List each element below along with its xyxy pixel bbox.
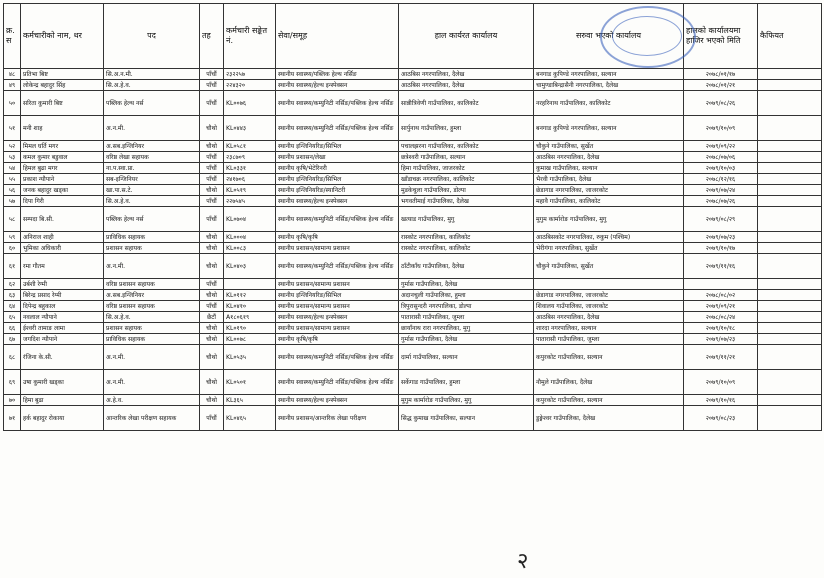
table-row bbox=[4, 141, 822, 152]
cell-name: जगदिश न्यौपाने bbox=[21, 334, 104, 345]
cell-remarks bbox=[758, 232, 822, 243]
cell-name: सम्पदा बि.सी. bbox=[21, 207, 104, 232]
cell-service: स्थानीय इन्जिनियरिङ/सिभिल bbox=[276, 141, 399, 152]
cell-remarks bbox=[758, 174, 822, 185]
cell-name: मिमल घर्ति मगर bbox=[21, 141, 104, 152]
cell-transfer-office: नौमुले गाउँपालिका, दैलेख bbox=[534, 370, 684, 395]
cell-name: सरिता कुमारी बिष्ट bbox=[21, 91, 104, 116]
cell-current-office: हिमा गाउँपालिका, जाजरकोट bbox=[399, 163, 534, 174]
table-row bbox=[4, 334, 822, 345]
cell-symbol: KL०४१० bbox=[224, 301, 276, 312]
cell-symbol: २२७५४५ bbox=[224, 196, 276, 207]
cell-level: चौथो bbox=[200, 243, 224, 254]
cell-post: पब्लिक हेल्थ नर्स bbox=[104, 207, 200, 232]
cell-name: उषा कुमारी खड्का bbox=[21, 370, 104, 395]
cell-remarks bbox=[758, 116, 822, 141]
table-header-row bbox=[4, 4, 822, 69]
cell-join-date: २०७९/११/२१ bbox=[684, 345, 758, 370]
cell-transfer-office: कपुरकोट गाउँपालिका, सल्यान bbox=[534, 345, 684, 370]
cell-transfer-office: नरहरिनाथ गाउँपालिका, कालिकोट bbox=[534, 91, 684, 116]
table-row bbox=[4, 395, 822, 406]
cell-post: आन्तरिक लेखा परीक्षण सहायक bbox=[104, 406, 200, 431]
cell-name: जनक बहादुर खड्का bbox=[21, 185, 104, 196]
cell-name: भुमिका अधिकारी bbox=[21, 243, 104, 254]
cell-transfer-office: मुगुम कार्मारोङ गाउँपालिका, मुगु bbox=[534, 207, 684, 232]
cell-sn: ६६ bbox=[4, 323, 21, 334]
cell-current-office: भगवतीमाई गाउँपालिका, दैलेख bbox=[399, 196, 534, 207]
cell-sn: ४९ bbox=[4, 80, 21, 91]
cell-symbol: A१८०६१९ bbox=[224, 312, 276, 323]
cell-post: सि.अ.हे.व. bbox=[104, 80, 200, 91]
cell-remarks bbox=[758, 312, 822, 323]
table-row bbox=[4, 80, 822, 91]
cell-symbol: KL००७८ bbox=[224, 334, 276, 345]
cell-current-office: ठाँटीकाँध गाउँपालिका, दैलेख bbox=[399, 254, 534, 279]
cell-current-office: रास्कोट नगरपालिका, कालिकोट bbox=[399, 243, 534, 254]
cell-name: उर्बशी रेग्मी bbox=[21, 279, 104, 290]
cell-post: सि.अ.न.मी. bbox=[104, 69, 200, 80]
cell-level: चौथो bbox=[200, 334, 224, 345]
cell-name: लोकेन्द्र बहादुर सिंह bbox=[21, 80, 104, 91]
cell-level: पाँचौं bbox=[200, 406, 224, 431]
header-post: पद bbox=[104, 4, 200, 69]
cell-join-date: २०७८/०७/२६ bbox=[684, 196, 758, 207]
cell-sn: ५६ bbox=[4, 185, 21, 196]
cell-transfer-office: शारदा नगरपालिका, सल्यान bbox=[534, 323, 684, 334]
table-row bbox=[4, 312, 822, 323]
cell-sn: ६८ bbox=[4, 345, 21, 370]
cell-join-date bbox=[684, 279, 758, 290]
cell-join-date: २०७९/१०/१६ bbox=[684, 395, 758, 406]
cell-service: स्थानीय प्रशासन/लेखा bbox=[276, 152, 399, 163]
cell-sn: ६३ bbox=[4, 290, 21, 301]
cell-current-office: सान्नीत्रिवेणी गाउँपालिका, कालिकोट bbox=[399, 91, 534, 116]
cell-remarks bbox=[758, 334, 822, 345]
cell-symbol: २२४३२० bbox=[224, 80, 276, 91]
table-row bbox=[4, 116, 822, 141]
cell-level: पाँचौं bbox=[200, 207, 224, 232]
cell-sn: ७० bbox=[4, 395, 21, 406]
cell-post: प्राविधिक सहायक bbox=[104, 334, 200, 345]
cell-symbol: KL००८३ bbox=[224, 243, 276, 254]
cell-join-date: २०७९/१०/०९ bbox=[684, 370, 758, 395]
cell-remarks bbox=[758, 370, 822, 395]
cell-current-office: दार्मा गाउँपालिका, सल्यान bbox=[399, 345, 534, 370]
table-row bbox=[4, 370, 822, 395]
header-current-office: हाल कार्यरत कार्यालय bbox=[399, 4, 534, 69]
cell-level: पाँचौं bbox=[200, 279, 224, 290]
cell-level: चौथो bbox=[200, 395, 224, 406]
cell-sn: ५७ bbox=[4, 196, 21, 207]
cell-symbol: KL०११२ bbox=[224, 290, 276, 301]
cell-service: स्थानीय स्वास्थ्य/हेल्थ इन्स्पेक्सन bbox=[276, 395, 399, 406]
table-row bbox=[4, 91, 822, 116]
cell-service: स्थानीय स्वास्थ्य/पब्लिक हेल्थ नर्सिङ bbox=[276, 69, 399, 80]
cell-remarks bbox=[758, 80, 822, 91]
table-body bbox=[4, 69, 822, 431]
cell-join-date: २०७९/०७/२३ bbox=[684, 232, 758, 243]
cell-sn: ६५ bbox=[4, 312, 21, 323]
cell-join-date: २०७९/१०/१७ bbox=[684, 243, 758, 254]
cell-symbol: २३२२५७ bbox=[224, 69, 276, 80]
cell-transfer-office: पातारासी गाउँपालिका, जुम्ला bbox=[534, 334, 684, 345]
cell-transfer-office: आठबिस नगरपालिका, दैलेख bbox=[534, 152, 684, 163]
cell-transfer-office: आठबिस नगरपालिका, दैलेख bbox=[534, 312, 684, 323]
cell-sn: ५४ bbox=[4, 163, 21, 174]
cell-name: प्रकाश न्यौपाने bbox=[21, 174, 104, 185]
cell-transfer-office: बनगाड कुपिण्डे नगरपालिका, सल्यान bbox=[534, 69, 684, 80]
cell-remarks bbox=[758, 185, 822, 196]
cell-post: सब-इन्जिनियर bbox=[104, 174, 200, 185]
cell-service: स्थानीय स्वास्थ्य/हेल्थ इन्स्पेक्सन bbox=[276, 312, 399, 323]
cell-join-date: २०७८/१२/१६ bbox=[684, 174, 758, 185]
cell-join-date: २०७९/०७/२४ bbox=[684, 185, 758, 196]
table-row bbox=[4, 323, 822, 334]
cell-transfer-office: भेरीगंगा नगरपालिका, सुर्खेत bbox=[534, 243, 684, 254]
cell-join-date: २०७८/०७/०६ bbox=[684, 152, 758, 163]
table-row bbox=[4, 301, 822, 312]
cell-post: अ.न.मी. bbox=[104, 345, 200, 370]
cell-level: चौथो bbox=[200, 232, 224, 243]
cell-remarks bbox=[758, 141, 822, 152]
cell-post: अ.न.मी. bbox=[104, 254, 200, 279]
header-remarks: कैफियत bbox=[758, 4, 822, 69]
cell-level: पाँचौं bbox=[200, 301, 224, 312]
cell-symbol: KL०४६५ bbox=[224, 406, 276, 431]
page-number: २ bbox=[517, 549, 529, 574]
cell-sn: ५९ bbox=[4, 232, 21, 243]
table-row bbox=[4, 163, 822, 174]
cell-sn: ५३ bbox=[4, 152, 21, 163]
cell-current-office: सर्केगाड गाउँपालिका, हुम्ला bbox=[399, 370, 534, 395]
cell-symbol: KL०५१९ bbox=[224, 185, 276, 196]
cell-current-office: मुगुम कार्मारोङ गाउँपालिका, मुगु bbox=[399, 395, 534, 406]
cell-join-date: २०७८/०१/२१ bbox=[684, 80, 758, 91]
cell-current-office: अदानचुली गाउँपालिका, हुम्ला bbox=[399, 290, 534, 301]
header-transfer-office: सरुवा भएको कार्यालय bbox=[534, 4, 684, 69]
cell-remarks bbox=[758, 323, 822, 334]
cell-remarks bbox=[758, 196, 822, 207]
cell-transfer-office: कपुरकोट गाउँपालिका, सल्यान bbox=[534, 395, 684, 406]
cell-service: स्थानीय इन्जिनियरिङ/स्यानिटरी bbox=[276, 185, 399, 196]
cell-current-office: त्रिपुरासुन्दरी नगरपालिका, डोल्पा bbox=[399, 301, 534, 312]
table-row bbox=[4, 290, 822, 301]
cell-join-date: २०७९/०८/२६ bbox=[684, 91, 758, 116]
cell-symbol: २३८७०९ bbox=[224, 152, 276, 163]
cell-remarks bbox=[758, 345, 822, 370]
cell-join-date: २०७८/०१/१७ bbox=[684, 69, 758, 80]
cell-level: पाँचौं bbox=[200, 163, 224, 174]
cell-level: चौथो bbox=[200, 116, 224, 141]
cell-symbol: KL३६५ bbox=[224, 395, 276, 406]
cell-transfer-office: बनगाड कुपिण्डे नगरपालिका, सल्यान bbox=[534, 116, 684, 141]
cell-post: प्रशासन सहायक bbox=[104, 243, 200, 254]
cell-sn: ५२ bbox=[4, 141, 21, 152]
cell-join-date: २०७९/१०/१८ bbox=[684, 323, 758, 334]
cell-sn: ५८ bbox=[4, 207, 21, 232]
cell-join-date: २०७९/१०/०९ bbox=[684, 116, 758, 141]
cell-sn: ६० bbox=[4, 243, 21, 254]
cell-service: स्थानीय कृषि/कृषि bbox=[276, 334, 399, 345]
cell-symbol: KL०३३१ bbox=[224, 163, 276, 174]
cell-service: स्थानीय कृषि/कृषि bbox=[276, 232, 399, 243]
cell-remarks bbox=[758, 290, 822, 301]
cell-symbol: KL०७०४ bbox=[224, 207, 276, 232]
cell-join-date: २०७९/०८/२९ bbox=[684, 207, 758, 232]
cell-remarks bbox=[758, 152, 822, 163]
cell-level: पाँचौं bbox=[200, 196, 224, 207]
cell-transfer-office: आठबिसकोट नगरपालिका, रुकुम (पश्चिम) bbox=[534, 232, 684, 243]
cell-level: पाँचौं bbox=[200, 80, 224, 91]
cell-sn: ६२ bbox=[4, 279, 21, 290]
cell-service: स्थानीय प्रशासन/सामान्य प्रशासन bbox=[276, 323, 399, 334]
cell-symbol: KL०४४३ bbox=[224, 116, 276, 141]
cell-level: चौथो bbox=[200, 141, 224, 152]
cell-level: चौथो bbox=[200, 345, 224, 370]
cell-transfer-office: छेडागाड नगरपालिका, जाजरकोट bbox=[534, 185, 684, 196]
cell-name: दिपा गिरी bbox=[21, 196, 104, 207]
cell-service: स्थानीय प्रशासन/आन्तरिक लेखा परीक्षण bbox=[276, 406, 399, 431]
cell-post: सि.अ.हे.व. bbox=[104, 196, 200, 207]
cell-sn: ५१ bbox=[4, 116, 21, 141]
cell-service: स्थानीय स्वास्थ्य/कम्युनिटी नर्सिङ/पब्लिक हेल्थ नर्सिङ bbox=[276, 345, 399, 370]
cell-level: चौथो bbox=[200, 323, 224, 334]
cell-transfer-office: भैरवी गाउँपालिका, दैलेख bbox=[534, 174, 684, 185]
cell-level: चौथो bbox=[200, 254, 224, 279]
cell-symbol: KL०५८१ bbox=[224, 141, 276, 152]
cell-current-office: छायाँनाथ रारा नगरपालिका, मुगु bbox=[399, 323, 534, 334]
cell-level: चौथो bbox=[200, 185, 224, 196]
cell-service: स्थानीय स्वास्थ्य/कम्युनिटी नर्सिङ/पब्लिक हेल्थ नर्सिङ bbox=[276, 370, 399, 395]
cell-join-date: २०७९/१०/०३ bbox=[684, 163, 758, 174]
table-row bbox=[4, 345, 822, 370]
cell-service: स्थानीय स्वास्थ्य/कम्युनिटी नर्सिङ/पब्लिक हेल्थ नर्सिङ bbox=[276, 91, 399, 116]
cell-service: स्थानीय स्वास्थ्य/कम्युनिटी नर्सिङ/पब्लिक हेल्थ नर्सिङ bbox=[276, 254, 399, 279]
cell-symbol: २४१७०६ bbox=[224, 174, 276, 185]
cell-remarks bbox=[758, 301, 822, 312]
cell-post: वरिष्ठ लेखा सहायक bbox=[104, 152, 200, 163]
cell-join-date: २०७९/०९/२२ bbox=[684, 141, 758, 152]
cell-post: पब्लिक हेल्थ नर्स bbox=[104, 91, 200, 116]
table-row bbox=[4, 279, 822, 290]
cell-symbol: KL००७६ bbox=[224, 91, 276, 116]
cell-sn: ५० bbox=[4, 91, 21, 116]
table-row bbox=[4, 232, 822, 243]
cell-service: स्थानीय कृषि/भेटेरिनरी bbox=[276, 163, 399, 174]
cell-current-office: गुर्मास गाउँपालिका, दैलेख bbox=[399, 279, 534, 290]
cell-name: रमा गौतम bbox=[21, 254, 104, 279]
transfer-table bbox=[3, 3, 822, 431]
cell-post: अ.न.मी. bbox=[104, 370, 200, 395]
cell-symbol: KL०४०३ bbox=[224, 254, 276, 279]
cell-current-office: आठबिस नगरपालिका, दैलेख bbox=[399, 80, 534, 91]
cell-service: स्थानीय प्रशासन/सामान्य प्रशासन bbox=[276, 243, 399, 254]
cell-sn: ६१ bbox=[4, 254, 21, 279]
cell-name: दिपेन्द्र बहुकाल bbox=[21, 301, 104, 312]
cell-service: स्थानीय प्रशासन/सामान्य प्रशासन bbox=[276, 301, 399, 312]
cell-service: स्थानीय इन्जिनियरिङ/सिभिल bbox=[276, 290, 399, 301]
cell-join-date: २०७९/०९/२१ bbox=[684, 301, 758, 312]
cell-post: वरिष्ठ प्रशासन सहायक bbox=[104, 301, 200, 312]
cell-current-office: खाँडाचक्र नगरपालिका, कालिकोट bbox=[399, 174, 534, 185]
cell-name: हिमल बुढा मगर bbox=[21, 163, 104, 174]
cell-name: बिरेन्द्र प्रसाद रेग्मी bbox=[21, 290, 104, 301]
header-sn: क्र. स bbox=[4, 4, 21, 69]
cell-service: स्थानीय स्वास्थ्य/हेल्थ इन्स्पेक्सन bbox=[276, 80, 399, 91]
cell-level: चौथो bbox=[200, 370, 224, 395]
cell-level: पाँचौं bbox=[200, 91, 224, 116]
cell-transfer-office: शिवालय गाउँपालिका, जाजरकोट bbox=[534, 301, 684, 312]
cell-transfer-office: छेडागाड नगरपालिका, जाजरकोट bbox=[534, 290, 684, 301]
header-service: सेवा/समूह bbox=[276, 4, 399, 69]
cell-sn: ६९ bbox=[4, 370, 21, 395]
cell-current-office: सिद्ध कुमाख गाउँपालिका, सल्यान bbox=[399, 406, 534, 431]
cell-join-date: २०७९/०८/२३ bbox=[684, 406, 758, 431]
cell-current-office: रास्कोट नगरपालिका, कालिकोट bbox=[399, 232, 534, 243]
cell-transfer-office: चामुण्डाबिन्द्रासैनी नगरपालिका, दैलेख bbox=[534, 80, 684, 91]
cell-name: नवलाल न्यौपाने bbox=[21, 312, 104, 323]
cell-post: अ.सब.इन्जिनियर bbox=[104, 141, 200, 152]
cell-current-office: पातारासी गाउँपालिका, जुम्ला bbox=[399, 312, 534, 323]
cell-symbol bbox=[224, 279, 276, 290]
cell-symbol: KL०००४ bbox=[224, 232, 276, 243]
cell-post: प्रशासन सहायक bbox=[104, 323, 200, 334]
table-row bbox=[4, 185, 822, 196]
cell-level: छैटौं bbox=[200, 312, 224, 323]
cell-name: ईश्वरी तामाङ लामा bbox=[21, 323, 104, 334]
cell-symbol: KL०५३५ bbox=[224, 345, 276, 370]
cell-level: पाँचौं bbox=[200, 69, 224, 80]
table-row bbox=[4, 174, 822, 185]
cell-current-office: मुडकेचुला गाउँपालिका, डोल्पा bbox=[399, 185, 534, 196]
cell-service: स्थानीय प्रशासन/सामान्य प्रशासन bbox=[276, 279, 399, 290]
cell-level: पाँचौं bbox=[200, 152, 224, 163]
cell-symbol: KL०५०१ bbox=[224, 370, 276, 395]
cell-transfer-office: चौकुने गाउँपालिका, सुर्खेत bbox=[534, 254, 684, 279]
cell-service: स्थानीय स्वास्थ्य/हेल्थ इन्स्पेक्सन bbox=[276, 196, 399, 207]
table-row bbox=[4, 243, 822, 254]
cell-join-date: २०७८/०८/०२ bbox=[684, 290, 758, 301]
cell-post: अ.हे.व. bbox=[104, 395, 200, 406]
cell-name: प्रतिभा बिष्ट bbox=[21, 69, 104, 80]
cell-remarks bbox=[758, 279, 822, 290]
header-join-date: हालको कार्यालयमा हाजिर भएको मिति bbox=[684, 4, 758, 69]
cell-name: मनी शाह bbox=[21, 116, 104, 141]
cell-post: सि.अ.हे.व. bbox=[104, 312, 200, 323]
cell-current-office: पचालझरना गाउँपालिका, कालिकोट bbox=[399, 141, 534, 152]
cell-remarks bbox=[758, 163, 822, 174]
table-row bbox=[4, 406, 822, 431]
cell-service: स्थानीय स्वास्थ्य/कम्युनिटी नर्सिङ/पब्लिक हेल्थ नर्सिङ bbox=[276, 116, 399, 141]
header-name: कर्मचारीको नाम, थर bbox=[21, 4, 104, 69]
cell-name: रंजिना के.सी. bbox=[21, 345, 104, 370]
cell-level: चौथो bbox=[200, 290, 224, 301]
cell-sn: ५५ bbox=[4, 174, 21, 185]
cell-remarks bbox=[758, 243, 822, 254]
cell-name: हिमा बुढा bbox=[21, 395, 104, 406]
cell-transfer-office: कुमाख गाउँपालिका, सल्यान bbox=[534, 163, 684, 174]
table-row bbox=[4, 152, 822, 163]
cell-current-office: सार्पुनाथ गाउँपालिका, हुम्ला bbox=[399, 116, 534, 141]
cell-remarks bbox=[758, 406, 822, 431]
cell-transfer-office: डुङ्गेश्वर गाउँपालिका, दैलेख bbox=[534, 406, 684, 431]
cell-symbol: KL०१९० bbox=[224, 323, 276, 334]
table-row bbox=[4, 196, 822, 207]
cell-remarks bbox=[758, 395, 822, 406]
cell-sn: ४८ bbox=[4, 69, 21, 80]
cell-name: हर्क बहादुर रोकाया bbox=[21, 406, 104, 431]
cell-post: खा.पा.स.टे. bbox=[104, 185, 200, 196]
cell-post: ना.प.स्वा.प्रा. bbox=[104, 163, 200, 174]
cell-current-office: छत्रेश्वरी गाउँपालिका, सल्यान bbox=[399, 152, 534, 163]
cell-current-office: आठबिस नगरपालिका, दैलेख bbox=[399, 69, 534, 80]
cell-sn: ७१ bbox=[4, 406, 21, 431]
cell-remarks bbox=[758, 254, 822, 279]
cell-name: कमल कुमार बडुवाल bbox=[21, 152, 104, 163]
cell-transfer-office bbox=[534, 279, 684, 290]
cell-join-date: २०७९/०७/२३ bbox=[684, 334, 758, 345]
cell-current-office: गुर्मास गाउँपालिका, दैलेख bbox=[399, 334, 534, 345]
cell-post: वरिष्ठ प्रशासन सहायक bbox=[104, 279, 200, 290]
cell-service: स्थानीय इन्जिनियरिङ/सिभिल bbox=[276, 174, 399, 185]
cell-transfer-office: चौकुने गाउँपालिका, सुर्खेत bbox=[534, 141, 684, 152]
cell-join-date: २०७८/०८/२४ bbox=[684, 312, 758, 323]
cell-post: प्राविधिक सहायक bbox=[104, 232, 200, 243]
header-symbol: कर्मचारी सङ्केत नं. bbox=[224, 4, 276, 69]
cell-remarks bbox=[758, 69, 822, 80]
cell-post: अ.न.मी. bbox=[104, 116, 200, 141]
cell-transfer-office: महावै गाउँपालिका, कालिकोट bbox=[534, 196, 684, 207]
cell-current-office: खत्याड गाउँपालिका, मुगु bbox=[399, 207, 534, 232]
cell-sn: ६४ bbox=[4, 301, 21, 312]
table-row bbox=[4, 254, 822, 279]
header-level: तह bbox=[200, 4, 224, 69]
cell-remarks bbox=[758, 91, 822, 116]
table-row bbox=[4, 69, 822, 80]
cell-name: अनिराज शाही bbox=[21, 232, 104, 243]
cell-level: पाँचौं bbox=[200, 174, 224, 185]
cell-join-date: २०७९/११/१६ bbox=[684, 254, 758, 279]
cell-service: स्थानीय स्वास्थ्य/कम्युनिटी नर्सिङ/पब्लिक हेल्थ नर्सिङ bbox=[276, 207, 399, 232]
cell-remarks bbox=[758, 207, 822, 232]
cell-sn: ६७ bbox=[4, 334, 21, 345]
table-row bbox=[4, 207, 822, 232]
cell-post: अ.सब.इन्जिनियर bbox=[104, 290, 200, 301]
